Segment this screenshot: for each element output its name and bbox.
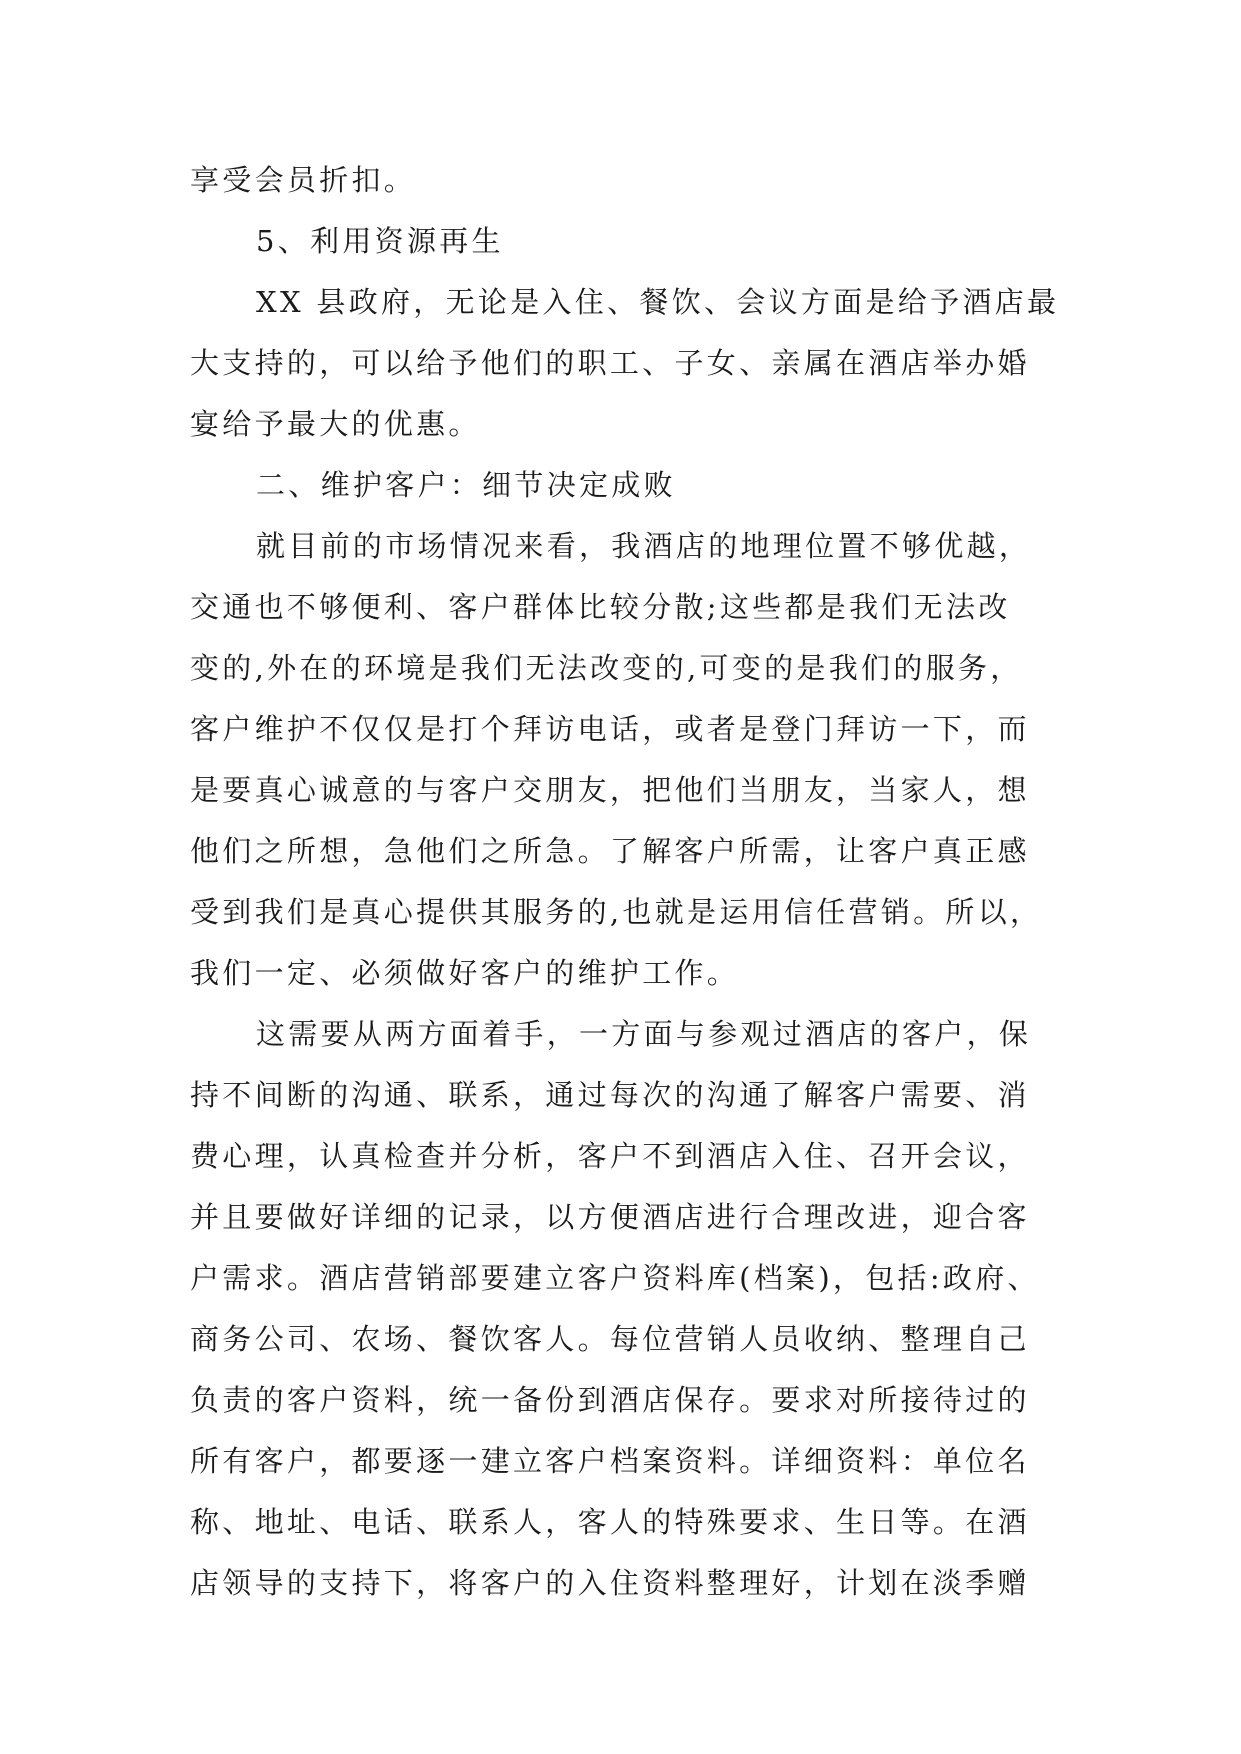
text-line: 店领导的支持下，将客户的入住资料整理好，计划在淡季赠 [190,1566,1030,1600]
text-line: 享受会员折扣。 [190,163,417,197]
text-line: 受到我们是真心提供其服务的,也就是运用信任营销。所以， [190,895,1043,929]
text-line: XX 县政府，无论是入住、餐饮、会议方面是给予酒店最 [256,285,1060,319]
text-line: 客户维护不仅仅是打个拜访电话，或者是登门拜访一下，而 [190,712,1030,746]
text-line: 所有客户，都要逐一建立客户档案资料。详细资料：单位名 [190,1444,1030,1478]
text-line: 商务公司、农场、餐饮客人。每位营销人员收纳、整理自己 [190,1322,1030,1356]
text-line: 就目前的市场情况来看，我酒店的地理位置不够优越， [256,529,1032,563]
text-line: 持不间断的沟通、联系，通过每次的沟通了解客户需要、消 [190,1078,1030,1112]
text-line: 他们之所想，急他们之所急。了解客户所需，让客户真正感 [190,834,1030,868]
text-line: 5、利用资源再生 [256,224,504,258]
text-line: 我们一定、必须做好客户的维护工作。 [190,956,740,990]
text-line: 宴给予最大的优惠。 [190,407,481,441]
text-line: 是要真心诚意的与客户交朋友，把他们当朋友，当家人，想 [190,773,1030,807]
text-line: 费心理，认真检查并分析，客户不到酒店入住、召开会议， [190,1139,1030,1173]
document-page [190,150,1065,1614]
section-heading: 二、维护客户：细节决定成败 [256,468,676,502]
text-line: 户需求。酒店营销部要建立客户资料库(档案)，包括:政府、 [190,1261,1040,1295]
text-line: 大支持的，可以给予他们的职工、子女、亲属在酒店举办婚 [190,346,1030,380]
text-line: 这需要从两方面着手，一方面与参观过酒店的客户，保 [256,1017,1032,1051]
text-line: 称、地址、电话、联系人，客人的特殊要求、生日等。在酒 [190,1505,1030,1539]
text-line: 负责的客户资料，统一备份到酒店保存。要求对所接待过的 [190,1383,1030,1417]
text-line: 并且要做好详细的记录，以方便酒店进行合理改进，迎合客 [190,1200,1030,1234]
text-line: 交通也不够便利、客户群体比较分散;这些都是我们无法改 [190,590,1011,624]
text-line: 变的,外在的环境是我们无法改变的,可变的是我们的服务， [190,651,1023,685]
